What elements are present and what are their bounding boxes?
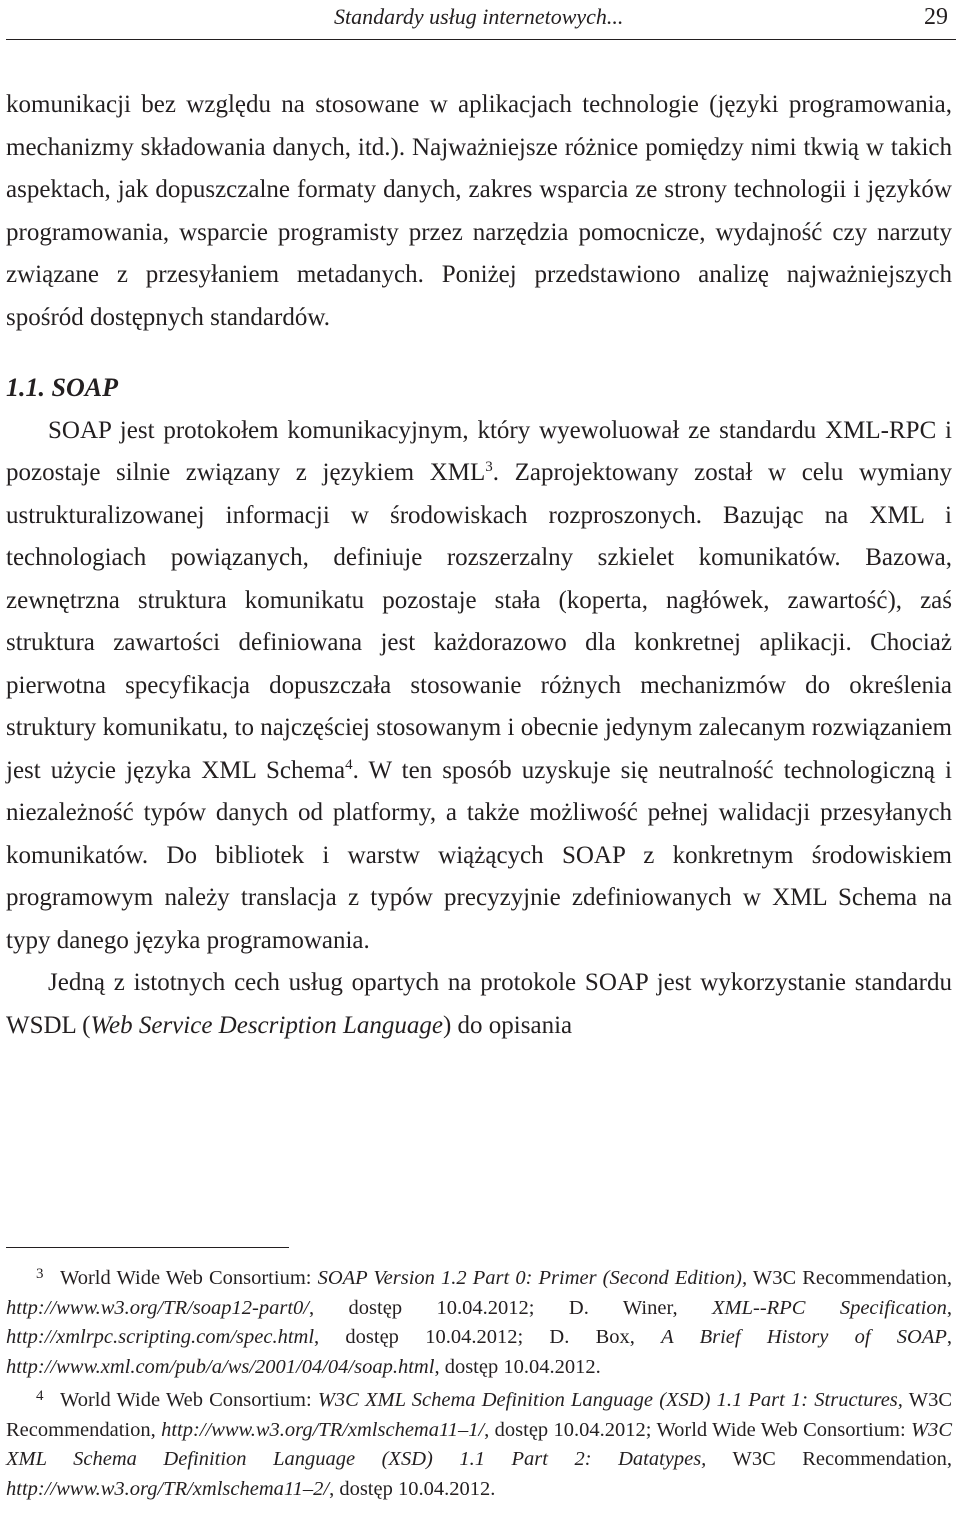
paragraph-wsdl-text-2: ) do opisania: [442, 1011, 573, 1039]
paragraph-intro: komunikacji bez względu na stosowane w aplikacjach technologie (języki programowania, mechanizmy składowania danych, itd.). Najważniejsze różnice pomiędzy nimi tkwią w takich aspektach, jak dopuszczalne formaty danych, zakres wsparcia ze strony technologii i języków programowania, wsparcie programisty przez narzędzia pomocnicze, wydajność czy narzuty związane z przesyłaniem metadanych. Poniżej przedstawiono analizę najważniejszych spośród dostępnych standardów.: [6, 91, 952, 331]
footnote-text: , dostęp 10.04.2012; D. Winer,: [309, 1296, 713, 1319]
page-number: 29: [924, 4, 948, 30]
footnote-text: W3C Recommendation,: [747, 1267, 952, 1289]
footnote-url: http://www.w3.org/TR/xmlschema11–2/: [6, 1477, 330, 1500]
footnote-title: W3C XML Schema Definition Language (XSD) 1.1 Part 1: Structures,: [317, 1389, 903, 1411]
footnote-text: World Wide Web Consortium:: [60, 1389, 318, 1411]
section-heading: 1.1. SOAP: [6, 373, 118, 402]
paragraph-soap: [6, 410, 952, 963]
running-head-title: Standardy usług internetowych...: [334, 4, 624, 29]
footnote-3: 3 World Wide Web Consortium: SOAP Version 1.2 Part 0: Primer (Second Edition), W3C Recommendation, http://www.w3.org/TR/soap12-part0/, dostęp 10.04.2012; D. Winer, XML--RPC Specification, http://xmlrpc.scripting.com/spec.html, dostęp 10.04.2012; D. Box, A Brief History of SOAP, http://www.xml.com/pub/a/ws/2001/04/04/soap.html, dostęp 10.04.2012.: [6, 1266, 953, 1378]
footnote-text: , dostęp 10.04.2012.: [329, 1477, 496, 1500]
footnote-text: , dostęp 10.04.2012; World Wide Web Consortium:: [484, 1418, 911, 1441]
footnote-text: ,: [946, 1326, 953, 1348]
footnote-url: http://www.w3.org/TR/xmlschema11–1/: [161, 1418, 485, 1441]
paragraph-soap-text-2: . Zaprojektowany został w celu wymiany ustrukturalizowanej informacji w środowiskach rozproszonych. Bazując na XML i technologiach powiązanych, definiuje rozszerzalny szkielet komunikatów. Bazowa, zewnętrzna struktura komunikatu pozostaje stała (koperta, nagłówek, zawartość), zaś struktura zawartości definiowana jest każdorazowo dla konkretnej aplikacji. Chociaż pierwotna specyfikacja dopuszczała stosowanie różnych mechanizmów do określenia struktury komunikatu, to najczęściej stosowanym i obecnie jedynym zalecanym rozwiązaniem jest użycie języka XML Schema: [6, 459, 952, 784]
footnote-rule: [6, 1247, 289, 1248]
footnote-title: SOAP Version 1.2 Part 0: Primer (Second Edition),: [317, 1267, 748, 1289]
footnote-text: , dostęp 10.04.2012; D. Box,: [314, 1326, 662, 1348]
paragraph-soap-text-1: SOAP jest protokołem komunikacyjnym, który wyewoluował ze standardu XML-RPC i pozostaje silnie związany z językiem XML: [6, 416, 952, 486]
footnotes: [6, 1264, 952, 1504]
footnote-text: World Wide Web Consortium:: [60, 1267, 318, 1289]
footnote-ref-3: 3: [485, 459, 493, 475]
body-text: [6, 84, 952, 1047]
footnote-text: W3C Recommendation,: [6, 1389, 952, 1441]
footnote-text: ,: [946, 1296, 952, 1319]
paragraph-wsdl: [6, 962, 952, 1047]
footnote-title: A Brief History of SOAP: [661, 1326, 947, 1348]
running-head: [0, 0, 960, 34]
footnote-4: 4 World Wide Web Consortium: W3C XML Schema Definition Language (XSD) 1.1 Part 1: Structures, W3C Recommendation, http://www.w3.org/TR/xmlschema11–1/, dostęp 10.04.2012; World Wide Web Consortium: W3C XML Schema Definition Language (XSD) 1.1 Part 2: Datatypes, W3C Recommendation, http://www.w3.org/TR/xmlschema11–2/, dostęp 10.04.2012.: [6, 1388, 952, 1500]
paragraph-wsdl-italic: Web Service Description Language: [90, 1011, 443, 1039]
paragraph-wsdl-text-1: Jedną z istotnych cech usług opartych na protokole SOAP jest wykorzystanie standardu WSDL (: [6, 969, 952, 1039]
header-rule: [6, 39, 956, 40]
footnote-url: http://www.w3.org/TR/soap12-part0/: [6, 1296, 309, 1319]
footnote-url: http://www.xml.com/pub/a/ws/2001/04/04/soap.html: [6, 1355, 435, 1378]
footnote-url: http://xmlrpc.scripting.com/spec.html: [6, 1326, 315, 1348]
footnote-text: , dostęp 10.04.2012.: [434, 1355, 601, 1378]
footnote-title: W3C XML Schema Definition Language (XSD) 1.1 Part 2: Datatypes,: [6, 1418, 952, 1470]
footnote-text: W3C Recommendation,: [706, 1448, 952, 1470]
footnote-ref-4: 4: [345, 756, 353, 773]
paragraph-soap-text-3: . W ten sposób uzyskuje się neutralność technologiczną i niezależność typów danych od platformy, a także możliwość pełnej walidacji przesyłanych komunikatów. Do bibliotek i warstw wiążących SOAP z konkretnym środowiskiem programowym należy translacja z typów precyzyjnie zdefiniowanych w XML Schema na typy danego języka programowania.: [6, 756, 952, 954]
footnote-title: XML--RPC Specification: [712, 1296, 947, 1319]
